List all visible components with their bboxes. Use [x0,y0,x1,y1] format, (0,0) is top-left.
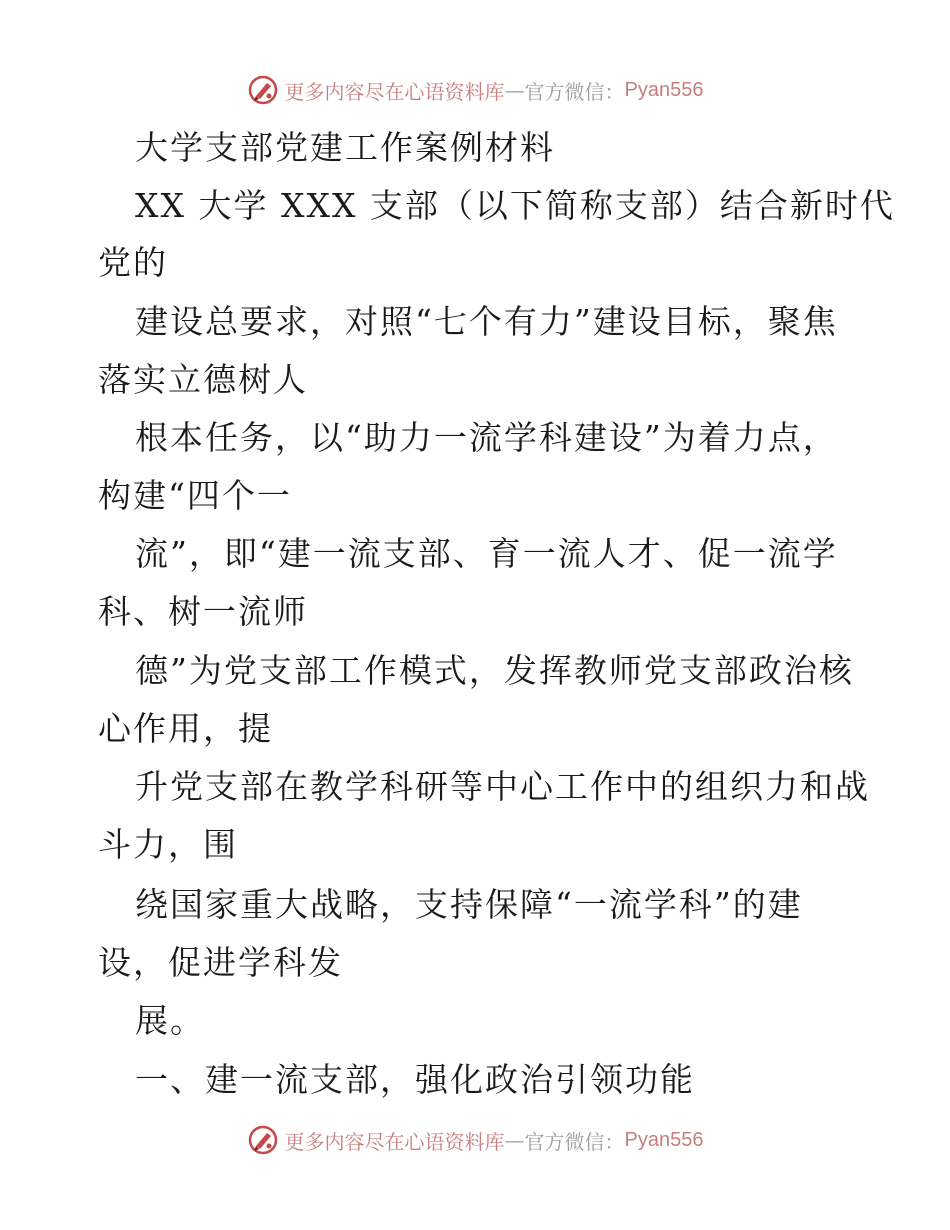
paragraph-line: 落实立德树人 [98,360,308,399]
watermark-text: 更多内容尽在心语资料库 [284,79,505,104]
paragraph-line: 根本任务，以“助力一流学科建设”为着力点， [135,418,838,457]
paragraph-line: 心作用，提 [98,709,273,748]
paragraph-line: 设，促进学科发 [98,943,343,982]
watermark-wechat-id: Pyan556 [624,1128,704,1151]
paragraph-line: 绕国家重大战略，支持保障“一流学科”的建 [135,885,803,924]
watermark-banner-bottom [0,1120,950,1160]
watermark-wechat-id: Pyan556 [624,78,704,101]
watermark-separator: — [504,78,525,102]
watermark-official-label: 官方微信： [524,1129,625,1154]
paragraph-line: XX 大学 XXX 支部（以下简称支部）结合新时代 [135,186,895,225]
watermark-banner-top [0,70,950,110]
pen-seal-icon [247,74,279,106]
watermark-official-label: 官方微信： [524,79,625,104]
watermark-separator: — [504,1128,525,1152]
paragraph-line: 升党支部在教学科研等中心工作中的组织力和战 [135,767,870,806]
paragraph-line: 流”，即“建一流支部、育一流人才、促一流学 [135,534,838,573]
paragraph-line: 展。 [135,1001,205,1040]
paragraph-line: 构建“四个一 [98,476,292,515]
paragraph-line: 德”为党支部工作模式，发挥教师党支部政治核 [135,651,854,690]
watermark-text: 更多内容尽在心语资料库 [284,1129,505,1154]
section-heading: 一、建一流支部，强化政治引领功能 [135,1060,695,1099]
paragraph-line: 党的 [98,243,168,282]
document-title: 大学支部党建工作案例材料 [135,128,555,167]
paragraph-line: 斗力，围 [98,825,238,864]
pen-seal-icon [247,1124,279,1156]
paragraph-line: 建设总要求，对照“七个有力”建设目标，聚焦 [135,302,838,341]
paragraph-line: 科、树一流师 [98,592,308,631]
